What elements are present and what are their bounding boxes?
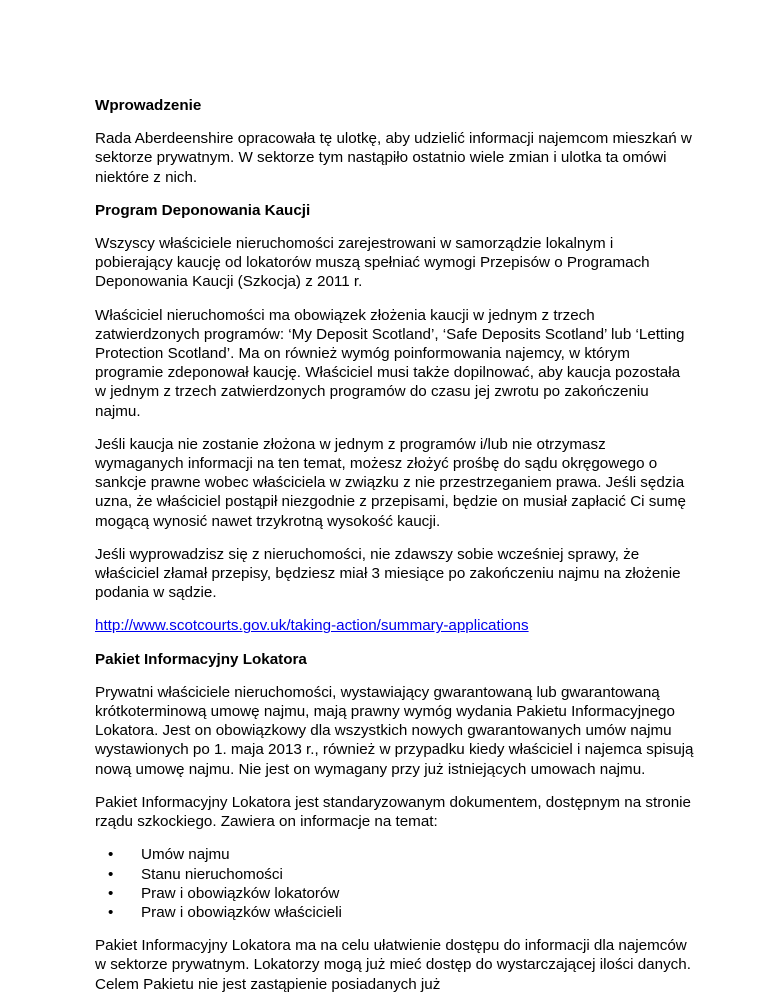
deposit-paragraph-2: Właściciel nieruchomości ma obowiązek złożenia kaucji w jednym z trzech zatwierdzonych programów: ‘My Deposit Scotland’, ‘Safe Deposits Scotland’ lub ‘Letting Protection Scotland’. Ma on również wymóg poinformowania najemcy, w którym programie zdeponował kaucję. Właściciel musi także dopilnować, aby kaucja pozostała w jednym z trzech zatwierdzonych programów do czasu jej zwrotu po zakończeniu najmu. [95,306,685,420]
pack-paragraph-2: Pakiet Informacyjny Lokatora jest standaryzowanym dokumentem, dostępnym na stronie rządu szkockiego. Zawiera on informacje na temat: [95,793,691,831]
list-item-text: Stanu nieruchomości [141,865,283,883]
list-item-text: Umów najmu [141,846,230,864]
list-item-text: Praw i obowiązków właścicieli [141,903,342,921]
intro-heading: Wprowadzenie [95,97,202,114]
intro-paragraph: Rada Aberdeenshire opracowała tę ulotkę, aby udzielić informacji najemcom mieszkań w sektorze prywatnym. W sektorze tym nastąpiło ostatnio wiele zmian i ulotka ta omówi niektóre z nich. [95,130,692,186]
bullet-icon: • [108,865,114,883]
deposit-paragraph-1: Wszyscy właściciele nieruchomości zarejestrowani w samorządzie lokalnym i pobierający kaucję od lokatorów muszą spełniać wymogi Przepisów o Programach Deponowania Kaucji (Szkocja) z 2011 r. [95,235,650,291]
list-item [95,903,695,922]
deposit-paragraph-3: Jeśli kaucja nie zostanie złożona w jednym z programów i/lub nie otrzymasz wymaganych informacji na ten temat, możesz złożyć prośbę do sądu okręgowego o sankcje prawne wobec właściciela w związku z nie przestrzeganiem prawa. Jeśli sędzia uzna, że właściciel postąpił niezgodnie z przepisami, będzie on musiał zapłacić Ci sumę mogącą wynosić nawet trzykrotną wysokość kaucji. [95,435,686,530]
list-item-text: Praw i obowiązków lokatorów [141,884,340,902]
pack-topics-list [95,845,695,922]
pack-paragraph-1: Prywatni właściciele nieruchomości, wystawiający gwarantowaną lub gwarantowaną krótkoterminową umowę najmu, mają prawny wymóg wydania Pakietu Informacyjnego Lokatora. Jest on obowiązkowy dla wszystkich nowych gwarantowanych umów najmu wystawionych po 1. maja 2013 r., również w przypadku kiedy właściciel i najemca spisują nową umowę najmu. Nie jest on wymagany przy już istniejących umowach najmu. [95,683,694,778]
summary-applications-link[interactable]: http://www.scotcourts.gov.uk/taking-action/summary-applications [95,617,529,635]
list-item [95,865,695,884]
list-item [95,884,695,903]
deposit-heading: Program Deponowania Kaucji [95,201,311,219]
deposit-paragraph-4: Jeśli wyprowadzisz się z nieruchomości, nie zdawszy sobie wcześniej sprawy, że właściciel złamał przepisy, będziesz miał 3 miesiące po zakończeniu najmu na złożenie podania w sądzie. [95,545,681,602]
bullet-icon: • [108,884,114,902]
document-page [95,96,695,1008]
list-item [95,845,695,864]
bullet-icon: • [108,903,114,921]
pack-paragraph-3: Pakiet Informacyjny Lokatora ma na celu ułatwienie dostępu do informacji dla najemców w sektorze prywatnym. Lokatorzy mogą już mieć dostęp do wystarczającej ilości danych. Celem Pakietu nie jest zastąpienie posiadanych już [95,937,691,993]
bullet-icon: • [108,846,114,864]
pack-heading: Pakiet Informacyjny Lokatora [95,650,307,668]
